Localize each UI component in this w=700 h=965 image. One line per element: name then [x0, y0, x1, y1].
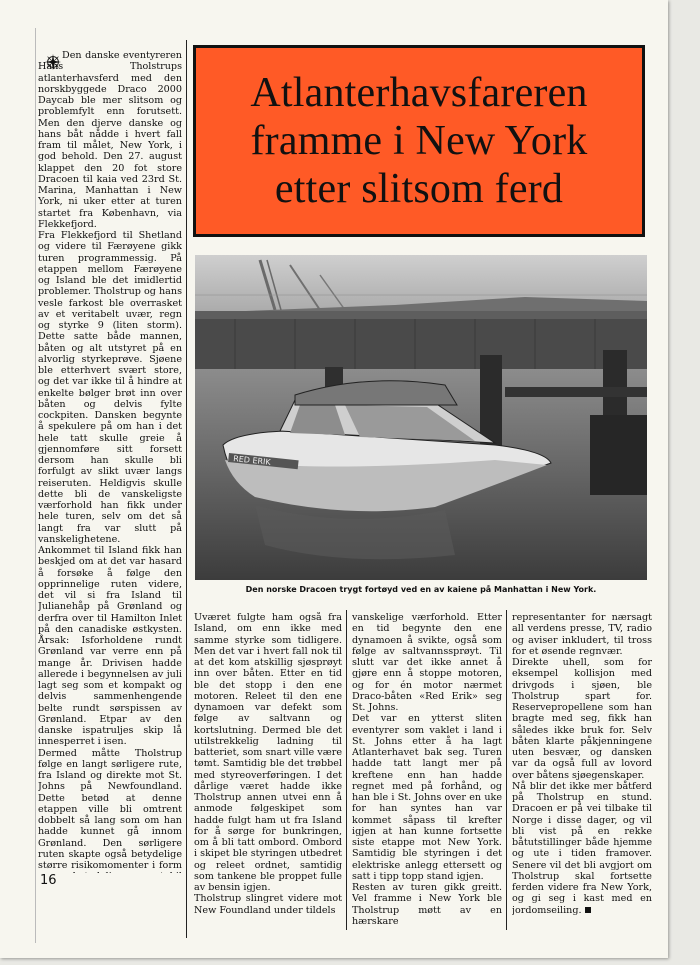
end-mark-icon [585, 907, 591, 913]
article-column-3: vanskelige værforhold. Etter en tid begynte den ene dynamoen å svikte, også som følge av saltvannssprøyt. Til slutt var det ikke annet å gjøre enn å stoppe motoren, og for én motor nærmet Draco-båten «Red Erik» seg St. Johns. Det var en ytterst sliten eventyrer som vaklet i land i St. Johns etter å ha lagt Atlanterhavet bak seg. Turen hadde tatt langt mer på kreftene enn han hadde regnet med på forhånd, og han ble i St. Johns over en uke for han syntes han var kommet såpass til krefter igjen at han kunne fortsette siste etappe mot New York. Samtidig ble styringen i det elektriske anlegg ettersett og satt i tipp topp stand igjen. Resten av turen gikk greitt. Vel framme i New York ble Tholstrup møtt av en hærskare [352, 612, 502, 927]
headline-box [193, 45, 645, 237]
article-column-4 [512, 612, 652, 932]
column-rule [186, 40, 187, 938]
boat-photo-illustration [195, 255, 647, 580]
article-column-2: Uværet fulgte ham også fra Island, om enn ikke med samme styrke som tidligere. Men det var i hvert fall nok til at det kom atskillig sjøsprøyt inn over båten. Etter en tid ble det stopp i den ene motoren. Releet til den ene dynamoen var defekt som følge av saltvann og kortslutning. Dermed ble det utilstrekkelig ladning til batteriet, som snart ville være tømt. Samtidig ble det trøbbel med styreoverføringen. I det dårlige været hadde ikke Tholstrup annen utvei enn å anmode følgeskipet som hadde fulgt ham ut fra Island for å sørge for bunkringen, om å bli tatt ombord. Ombord i skipet ble styringen utbedret og releet ordnet, samtidig som tankene ble proppet fulle av bensin igjen. Tholstrup slingret videre mot New Foundland under tildels [194, 612, 342, 916]
article-column-1: Den danske eventyreren Hans Tholstrups atlanterhavsferd med den norskbyggede Draco 2000 Daycab ble mer slitsom og problemfylt enn forutsett. Men den djerve danske og hans båt nådde i hvert fall fram til målet, New York, i god behold. Den 27. august klappet den 20 fot store Dracoen til kaia ved 23rd St. Marina, Manhattan i New York, ni uker etter at turen startet fra København, via Flekkefjord. Fra Flekkefjord til Shetland og videre til Færøyene gikk turen programmessig. På etappen mellom Færøyene og Island ble det imidlertid problemer. Tholstrup og hans vesle farkost ble overrasket av et veritabelt uvær, regn og styrke 9 (liten storm). Dette satte både mannen, båten og alt utstyret på en alvorlig styrkeprøve. Sjøene ble etterhvert svært store, og det var ikke til å hindre at enkelte bølger brøt inn over båten og delvis fylte cockpiten. Dansken begynte å spekulere på om han i det hele tatt skulle greie å gjennomføre sitt forsett dersom han skulle bli forfulgt av slikt uvær langs reiseruten. Heldigvis skulle dette bli de vanskeligste værforhold han fikk under hele turen, selv om det så langt fra var slutt på vanskelighetene. Ankommet til Island fikk han beskjed om at det var hasard å forsøke å følge den opprinnelige ruten videre, det vil si fra Island til Julianehåp på Grønland og derfra over til Hamilton Inlet på den canadiske østkysten. Årsak: Isforholdene rundt Grønland var verre enn på mange år. Drivisen hadde allerede i begynnelsen av juli lagt seg som et kompakt og delvis sammenhengende belte rundt sørspissen av Grønland. Etpar av den danske ispatruljes skip lå innesperret i isen. Dermed måtte Tholstrup følge en langt sørligere rute, fra Island og direkte mot St. Johns på Newfoundland. Dette betød at denne etappen ville bli omtrent dobbelt så lang som om han hadde kunnet gå innom Grønland. Den sørligere ruten skapte også betydelige større risikomomenter i form [38, 50, 182, 871]
article-column-4-text: representanter for nærsagt all verdens presse, TV, radio og aviser inkludert, til tross for et øsende regnvær. Direkte uhell, som for eksempel kollisjon med drivgods i sjøen, ble Tholstrup spart for. Reservepropellene som han bragte med seg, fikk han således ikke bruk for. Selv båten klarte påkjenningene uten besvær, og dansken var da også full av lovord over båtens sjøegenskaper. Nå blir det ikke mer båtferd på Tholstrup en stund. Dracoen er på vei tilbake til Norge i disse dager, og vil bli vist på en rekke båtutstillinger både hjemme og ute i tiden framover. Senere vil det bli avgjort om Tholstrup skal fortsette ferden videre fra New York, og gi seg i kast med en jordomseiling. [512, 612, 652, 916]
column-rule [506, 610, 507, 930]
margin-line [35, 28, 36, 943]
headline-line-2: framme i New York [250, 118, 588, 164]
column-rule [346, 610, 347, 930]
headline-line-1: Atlanterhavsfareren [250, 70, 588, 116]
photo-caption: Den norske Dracoen trygt fortøyd ved en av kaiene på Manhattan i New York. [245, 585, 597, 594]
headline-line-3: etter slitsom ferd [274, 166, 564, 212]
boat-name-label: RED ERIK [232, 454, 272, 467]
boat-photo [195, 255, 647, 580]
page-number: 16 [40, 873, 57, 888]
